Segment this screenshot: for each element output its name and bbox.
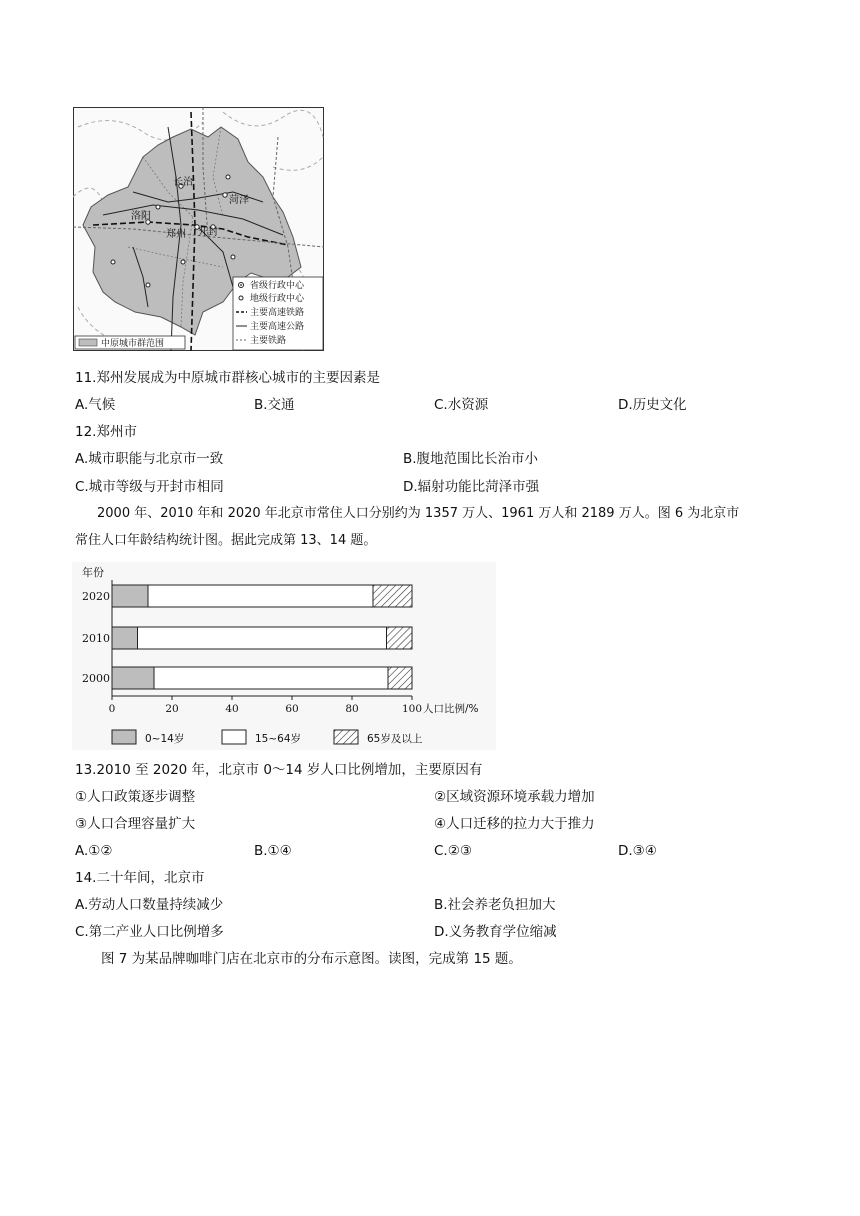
bar-segment-2010 [138, 627, 387, 649]
q12-option-b: B.腹地范围比长治市小 [403, 451, 539, 467]
legend-railway: 主要铁路 [250, 336, 287, 346]
q11-option-d: D.历史文化 [618, 397, 687, 413]
y-axis-label: 年份 [82, 566, 104, 579]
city-label-zhengzhou: 郑州 [166, 229, 186, 240]
legend-provincial-center: 省级行政中心 [250, 281, 305, 291]
city-marker [156, 205, 160, 209]
q11-stem: 11.郑州发展成为中原城市群核心城市的主要因素是 [75, 370, 380, 386]
city-marker [181, 260, 185, 264]
x-axis-label: 人口比例/% [423, 703, 479, 715]
bar-segment-2000 [154, 667, 388, 689]
q13-option-b: B.①④ [254, 843, 292, 859]
legend-label: 15~64岁 [255, 733, 302, 745]
map-legend [233, 277, 323, 350]
intro-paragraph-fig7: 图 7 为某品牌咖啡门店在北京市的分布示意图。读图，完成第 15 题。 [101, 951, 522, 967]
q13-item-3: ③人口合理容量扩大 [75, 816, 196, 832]
q14-option-d: D.义务教育学位缩减 [434, 924, 557, 940]
q13-option-a: A.①② [75, 843, 113, 859]
bar-segment-2010 [387, 627, 413, 649]
x-tick-label: 60 [285, 703, 299, 715]
city-marker [111, 260, 115, 264]
bar-segment-2000 [112, 667, 154, 689]
city-marker [226, 175, 230, 179]
x-tick-label: 20 [165, 703, 179, 715]
central-plains-map [73, 107, 324, 351]
q11-option-c: C.水资源 [434, 397, 489, 413]
legend-label: 65岁及以上 [367, 733, 423, 745]
city-label-kaifeng: 开封 [198, 227, 218, 238]
city-marker [146, 283, 150, 287]
q12-option-c: C.城市等级与开封市相同 [75, 479, 224, 495]
scope-label: 中原城市群范围 [101, 339, 165, 349]
q14-option-b: B.社会养老负担加大 [434, 897, 556, 913]
legend-label: 0~14岁 [145, 733, 185, 745]
city-marker [231, 255, 235, 259]
q13-item-2: ②区域资源环境承载力增加 [434, 789, 595, 805]
category-label-2000: 2000 [82, 672, 110, 685]
legend-expressway: 主要高速公路 [250, 322, 305, 332]
category-label-2020: 2020 [82, 590, 110, 603]
bar-segment-2020 [112, 585, 148, 607]
city-label-heze: 菏泽 [229, 195, 249, 206]
city-label-luoyang: 洛阳 [131, 211, 151, 222]
q11-option-b: B.交通 [254, 397, 295, 413]
q12-option-d: D.辐射功能比菏泽市强 [403, 479, 540, 495]
q14-stem: 14.二十年间，北京市 [75, 870, 205, 886]
x-tick-label: 40 [225, 703, 239, 715]
q14-option-c: C.第二产业人口比例增多 [75, 924, 224, 940]
category-label-2010: 2010 [82, 632, 110, 645]
legend-high-speed-rail: 主要高速铁路 [250, 308, 305, 318]
bar-segment-2010 [112, 627, 138, 649]
q14-option-a: A.劳动人口数量持续减少 [75, 897, 224, 913]
intro-paragraph-line2: 常住人口年龄结构统计图。据此完成第 13、14 题。 [75, 533, 377, 548]
legend-swatch [112, 730, 136, 744]
legend-swatch [222, 730, 246, 744]
q13-option-c: C.②③ [434, 843, 472, 859]
bar-segment-2000 [388, 667, 412, 689]
q13-item-4: ④人口迁移的拉力大于推力 [434, 816, 595, 832]
x-tick-label: 0 [108, 703, 116, 715]
legend-swatch [334, 730, 358, 744]
q12-option-a: A.城市职能与北京市一致 [75, 451, 224, 467]
x-tick-label: 80 [345, 703, 359, 715]
bar-segment-2020 [148, 585, 373, 607]
bar-segment-2020 [373, 585, 412, 607]
legend-prefecture-center: 地级行政中心 [250, 294, 305, 304]
city-label-changzhi: 长治 [173, 177, 193, 188]
q13-item-1: ①人口政策逐步调整 [75, 789, 196, 805]
intro-paragraph-line1: 2000 年、2010 年和 2020 年北京市常住人口分别约为 1357 万人、1961 万人和 2189 万人。图 6 为北京市 [97, 506, 740, 521]
q13-stem: 13.2010 至 2020 年，北京市 0～14 岁人口比例增加，主要原因有 [75, 762, 483, 778]
city-marker [223, 193, 227, 197]
age-structure-chart [72, 562, 496, 750]
q12-stem: 12.郑州市 [75, 424, 137, 440]
q11-option-a: A.气候 [75, 397, 116, 413]
scope-legend [75, 336, 185, 349]
q13-option-d: D.③④ [618, 843, 657, 859]
x-tick-label: 100 [401, 703, 423, 715]
